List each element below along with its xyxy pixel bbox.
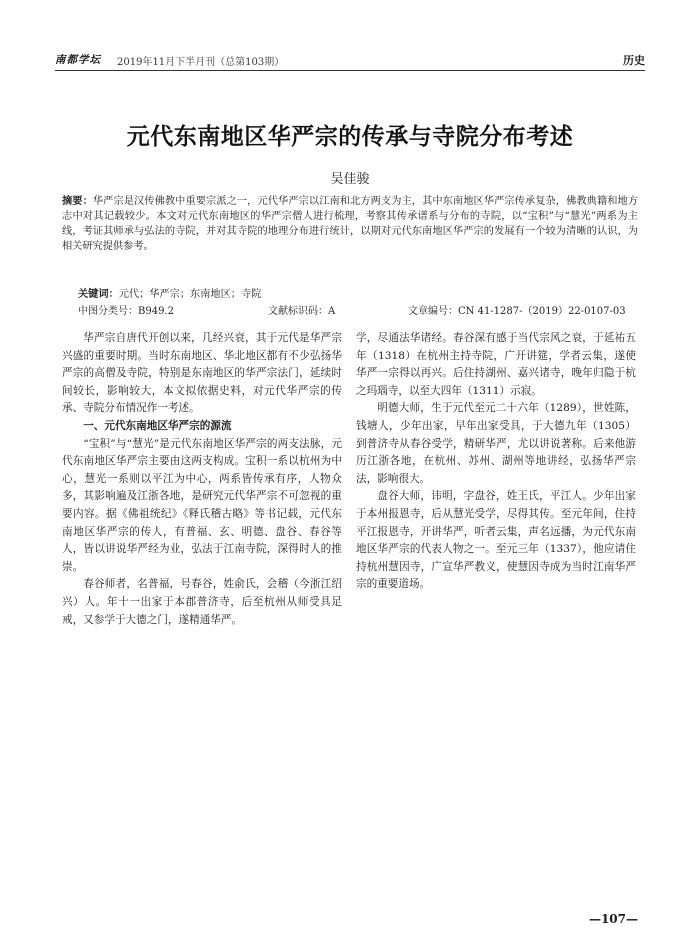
abstract	[62, 194, 638, 254]
keywords-label: 关键词：	[78, 288, 119, 300]
header-rule	[55, 70, 645, 71]
article-title: 元代东南地区华严宗的传承与寺院分布考述	[126, 123, 574, 150]
body-paragraph: 春谷师者，名普福，号春谷，姓俞氏，会稽（今浙江绍兴）人。年十一出家于本郡普济寺，后至杭州从师受具足戒，又参学于大德之门，遂精通华严。	[62, 578, 342, 626]
body-paragraph: 华严宗自唐代开创以来，几经兴衰，其于元代是华严宗兴盛的重要时期。当时东南地区、华北地区都有不少弘扬华严宗的高僧及寺院，特别是东南地区的华严宗法门，延续时间较长，影响较大，本文拟依据史料，对元代华严宗的传承、寺院分布情况作一考述。	[62, 332, 342, 415]
body-column-right	[356, 330, 636, 594]
keywords-text: 元代；华严宗；东南地区；寺院	[118, 289, 262, 300]
body-paragraph: 学，尽通法华诸经。春谷深有感于当代宗风之衰，于延祐五年（1318）在杭州主持寺院，广开讲筵，学者云集，遂使华严一宗得以再兴。后住持湖州、嘉兴诸寺，晚年归隐于杭之玛瑙寺，以至大四年（1311）示寂。	[356, 332, 636, 397]
article-number: 文章编号：CN 41-1287-（2019）22-0107-03	[408, 306, 626, 317]
document-code: 文献标识码：A	[268, 306, 336, 317]
running-header	[55, 52, 645, 70]
clc-number: 中图分类号：B949.2	[78, 306, 174, 317]
author-name: 吴佳骏	[330, 172, 370, 187]
body-column-left	[62, 330, 342, 629]
body-paragraph: 明德大师，生于元代至元二十六年（1289），世姓陈，钱塘人，少年出家，早年出家受具，于大德九年（1305）到普济寺从春谷受学，精研华严，尤以讲说著称。后来他游历江浙各地，在杭州、苏州、湖州等地讲经，弘扬华严宗法，影响很大。	[356, 402, 636, 485]
abstract-label: 摘要：	[62, 195, 93, 207]
journal-logo: 南都学坛	[55, 54, 101, 66]
page-number: —107—	[588, 912, 638, 926]
keywords	[78, 285, 261, 300]
column-tag: 历史	[623, 54, 645, 67]
abstract-text: 华严宗是汉传佛教中重要宗派之一，元代华严宗以江南和北方两支为主，其中东南地区华严宗传承复杂，佛教典籍和地方志中对其记载较少。本文对元代东南地区的华严宗僧人进行梳理，考察其传承谱系与分布的寺院，以“宝积”与“慧光”两系为主线，考证其师承与弘法的寺院，并对其寺院的地理分布进行统计，以期对元代东南地区华严宗的发展有一个较为清晰的认识，为相关研究提供参考。	[62, 196, 639, 252]
issue-info: 2019年11月下半月刊（总第103期）	[117, 57, 285, 68]
section-heading: 一、元代东南地区华严宗的源流	[83, 419, 232, 432]
body-paragraph: 盘谷大师，讳明，字盘谷，姓王氏，平江人。少年出家于本州报恩寺，后从慧光受学，尽得其传。至元年间，住持平江报恩寺，开讲华严，听者云集，声名远播，为元代东南地区华严宗的代表人物之一。至元三年（1337），他应请住持杭州慧因寺，广宣华严教义，使慧因寺成为当时江南华严宗的重要道场。	[356, 490, 636, 591]
body-paragraph: “宝积”与“慧光”是元代东南地区华严宗的两支法脉，元代东南地区华严宗主要由这两支构成。宝积一系以杭州为中心，慧光一系则以平江为中心，两系皆传承有序，人物众多，其影响遍及江浙各地，是研究元代华严宗不可忽视的重要内容。据《佛祖统纪》《释氏稽古略》等书记载，元代东南地区华严宗的传人，有普福、玄、明德、盘谷、春谷等人，皆以讲说华严经为业，弘法于江南寺院，深得时人的推崇。	[62, 437, 342, 573]
